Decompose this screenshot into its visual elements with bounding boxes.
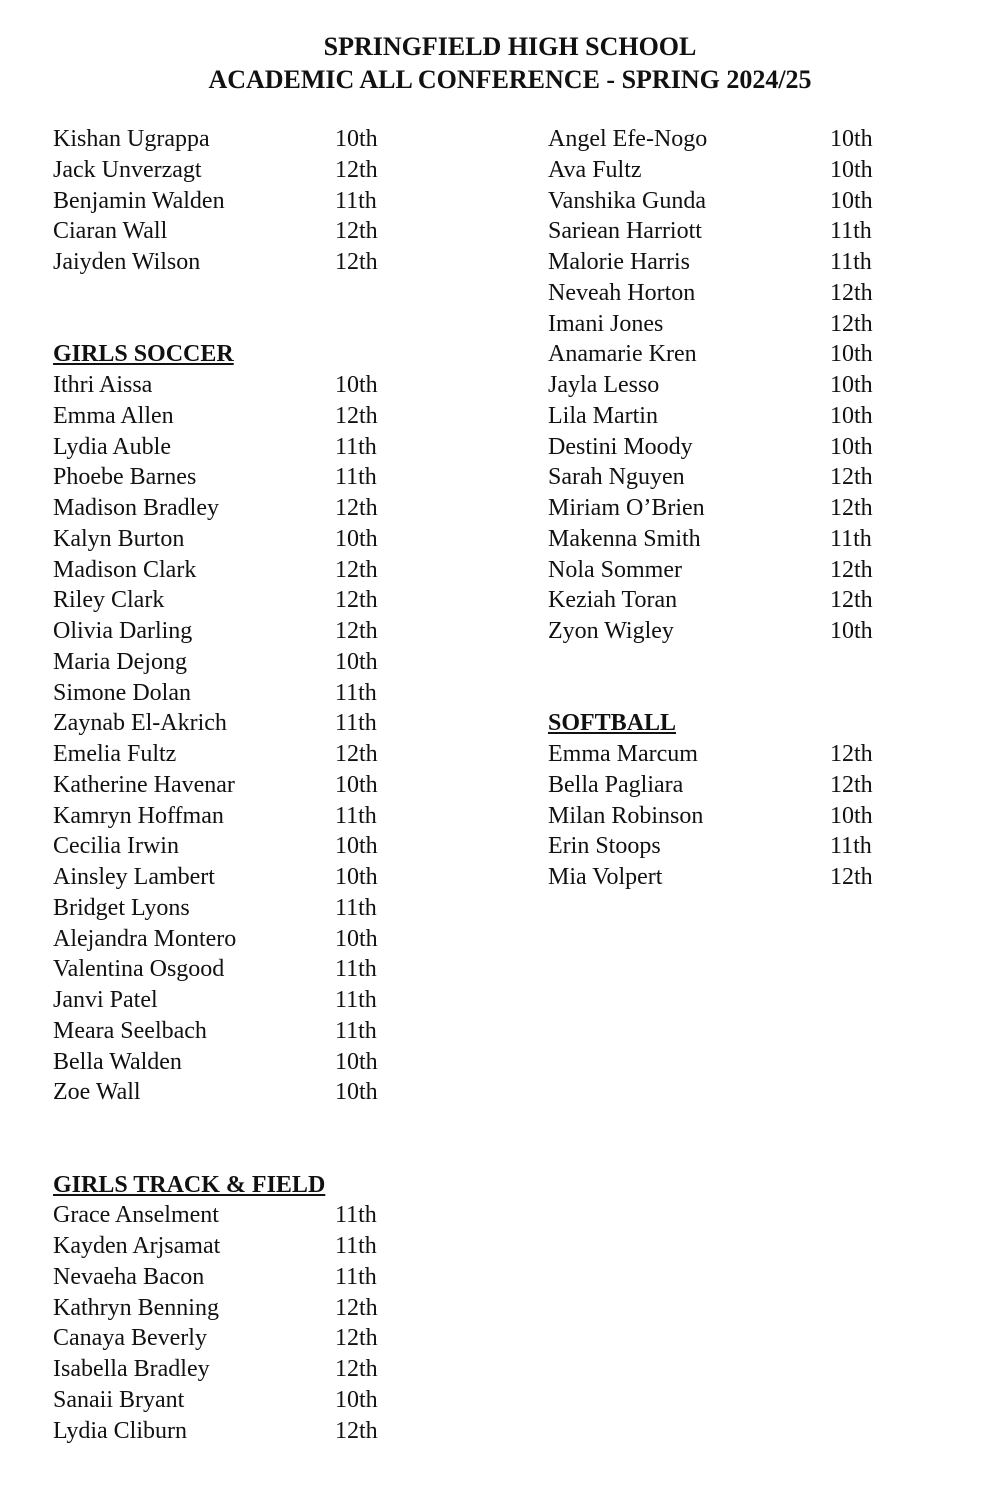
- student-row: [53, 1047, 413, 1078]
- student-name: Milan Robinson: [548, 802, 704, 829]
- student-grade: 12th: [335, 1417, 378, 1444]
- student-name: Jack Unverzagt: [53, 156, 202, 183]
- student-row: [53, 1293, 413, 1324]
- student-grade: 10th: [335, 126, 378, 152]
- student-grade: 11th: [335, 802, 377, 829]
- student-name: Zaynab El-Akrich: [53, 710, 227, 737]
- student-row: [53, 585, 413, 616]
- student-name: Katherine Havenar: [53, 771, 235, 798]
- document-header: [0, 30, 1000, 96]
- section-title-girls-track-field: GIRLS TRACK & FIELD: [53, 1171, 326, 1198]
- student-name: Emelia Fultz: [53, 741, 177, 767]
- student-name: Canaya Beverly: [53, 1325, 207, 1352]
- student-name: Madison Clark: [53, 556, 197, 583]
- student-row: [548, 801, 908, 832]
- student-grade: 12th: [335, 556, 378, 583]
- student-name: Meara Seelbach: [53, 1017, 207, 1044]
- student-grade: 10th: [335, 864, 378, 890]
- student-name: Sanaii Bryant: [53, 1386, 185, 1413]
- student-row: [53, 1262, 413, 1293]
- student-name: Sariean Harriott: [548, 218, 702, 245]
- student-name: Kalyn Burton: [53, 525, 185, 552]
- girls-track-field-list: [53, 1200, 413, 1446]
- student-row: [53, 1323, 413, 1354]
- student-grade: 12th: [830, 279, 873, 306]
- student-grade: 11th: [335, 433, 377, 460]
- student-row: [548, 124, 908, 155]
- student-name: Mia Volpert: [548, 864, 663, 890]
- student-row: [548, 524, 908, 555]
- student-name: Kayden Arjsamat: [53, 1233, 221, 1259]
- student-name: Jaiyden Wilson: [53, 249, 201, 275]
- student-name: Emma Allen: [53, 402, 174, 429]
- student-name: Ava Fultz: [548, 156, 642, 183]
- student-grade: 12th: [335, 495, 378, 521]
- student-row: [53, 1385, 413, 1416]
- student-name: Jayla Lesso: [548, 372, 660, 398]
- student-grade: 12th: [335, 741, 378, 767]
- student-grade: 12th: [335, 402, 378, 429]
- student-grade: 10th: [830, 126, 873, 152]
- student-row: [53, 954, 413, 985]
- student-grade: 12th: [335, 156, 378, 183]
- student-grade: 11th: [830, 833, 872, 860]
- student-row: [548, 739, 908, 770]
- student-grade: 10th: [830, 433, 873, 460]
- student-row: [548, 862, 908, 893]
- student-row: [53, 186, 413, 217]
- student-grade: 11th: [335, 1233, 377, 1259]
- student-name: Destini Moody: [548, 433, 693, 460]
- student-row: [53, 862, 413, 893]
- student-row: [548, 216, 908, 247]
- student-row: [548, 770, 908, 801]
- student-row: [53, 1231, 413, 1262]
- student-row: [548, 370, 908, 401]
- student-grade: 12th: [335, 1325, 378, 1352]
- left-column: [53, 124, 413, 1446]
- student-name: Neveah Horton: [548, 279, 696, 306]
- student-name: Simone Dolan: [53, 679, 191, 706]
- student-name: Riley Clark: [53, 587, 165, 614]
- student-grade: 10th: [335, 1048, 378, 1075]
- student-row: [53, 1416, 413, 1447]
- student-grade: 10th: [830, 402, 873, 429]
- student-row: [548, 616, 908, 647]
- student-row: [53, 462, 413, 493]
- student-grade: 11th: [335, 1263, 377, 1290]
- student-grade: 10th: [335, 372, 378, 398]
- student-row: [548, 585, 908, 616]
- student-grade: 10th: [335, 525, 378, 552]
- student-grade: 10th: [830, 618, 873, 644]
- student-grade: 10th: [335, 648, 378, 675]
- student-name: Grace Anselment: [53, 1202, 219, 1229]
- student-grade: 10th: [335, 1386, 378, 1413]
- student-grade: 12th: [830, 495, 873, 521]
- student-row: [53, 739, 413, 770]
- student-grade: 11th: [335, 1202, 377, 1229]
- student-grade: 12th: [830, 741, 873, 767]
- student-name: Olivia Darling: [53, 618, 193, 644]
- student-grade: 12th: [335, 618, 378, 644]
- student-grade: 12th: [335, 1356, 378, 1382]
- student-row: [53, 770, 413, 801]
- student-name: Nola Sommer: [548, 556, 682, 583]
- student-grade: 11th: [830, 525, 872, 552]
- student-row: [53, 524, 413, 555]
- student-row: [548, 462, 908, 493]
- student-row: [53, 831, 413, 862]
- student-name: Janvi Patel: [53, 987, 158, 1013]
- student-grade: 12th: [335, 249, 378, 275]
- student-row: [53, 1016, 413, 1047]
- student-row: [548, 493, 908, 524]
- student-grade: 10th: [335, 771, 378, 798]
- continued-list-right: [548, 124, 908, 647]
- continued-list: [53, 124, 413, 278]
- student-name: Keziah Toran: [548, 587, 678, 614]
- student-row: [53, 801, 413, 832]
- student-grade: 12th: [335, 218, 378, 245]
- student-name: Ainsley Lambert: [53, 864, 215, 890]
- student-grade: 12th: [830, 464, 873, 491]
- student-name: Miriam O’Brien: [548, 495, 705, 521]
- student-grade: 10th: [335, 925, 378, 952]
- student-row: [53, 1077, 413, 1108]
- student-name: Imani Jones: [548, 310, 664, 337]
- student-name: Kamryn Hoffman: [53, 802, 224, 829]
- student-name: Cecilia Irwin: [53, 833, 179, 860]
- section-title-softball: SOFTBALL: [548, 710, 677, 737]
- student-name: Bella Pagliara: [548, 771, 684, 798]
- student-grade: 11th: [830, 218, 872, 245]
- student-name: Sarah Nguyen: [548, 464, 685, 491]
- student-name: Angel Efe-Nogo: [548, 126, 708, 152]
- student-name: Ciaran Wall: [53, 218, 168, 245]
- student-grade: 11th: [335, 679, 377, 706]
- student-row: [548, 831, 908, 862]
- student-grade: 11th: [335, 956, 377, 983]
- section-title-girls-soccer: GIRLS SOCCER: [53, 341, 234, 368]
- student-row: [53, 985, 413, 1016]
- student-row: [53, 370, 413, 401]
- school-name: SPRINGFIELD HIGH SCHOOL: [323, 32, 697, 61]
- student-grade: 11th: [335, 987, 377, 1013]
- student-grade: 11th: [335, 710, 377, 737]
- student-name: Erin Stoops: [548, 833, 661, 860]
- student-row: [548, 401, 908, 432]
- student-name: Madison Bradley: [53, 495, 219, 521]
- student-name: Benjamin Walden: [53, 187, 225, 214]
- student-row: [53, 432, 413, 463]
- student-grade: 12th: [830, 310, 873, 337]
- student-grade: 12th: [335, 1294, 378, 1321]
- student-grade: 10th: [830, 187, 873, 214]
- right-column: [548, 124, 908, 893]
- student-grade: 10th: [335, 1079, 378, 1106]
- student-row: [53, 493, 413, 524]
- student-name: Zyon Wigley: [548, 618, 674, 644]
- softball-list: [548, 739, 908, 893]
- student-row: [548, 555, 908, 586]
- student-name: Lydia Cliburn: [53, 1417, 187, 1444]
- student-row: [548, 309, 908, 340]
- student-grade: 11th: [335, 187, 377, 214]
- student-name: Maria Dejong: [53, 648, 187, 675]
- student-name: Ithri Aissa: [53, 372, 153, 398]
- student-grade: 10th: [830, 341, 873, 368]
- student-row: [548, 247, 908, 278]
- student-name: Kathryn Benning: [53, 1294, 219, 1321]
- student-row: [53, 924, 413, 955]
- student-row: [53, 678, 413, 709]
- document-title: ACADEMIC ALL CONFERENCE - SPRING 2024/25: [208, 65, 812, 94]
- student-name: Lila Martin: [548, 402, 658, 429]
- student-grade: 11th: [830, 249, 872, 275]
- student-name: Isabella Bradley: [53, 1356, 210, 1382]
- student-name: Alejandra Montero: [53, 925, 237, 952]
- student-grade: 11th: [335, 1017, 377, 1044]
- student-name: Anamarie Kren: [548, 341, 697, 368]
- student-grade: 12th: [830, 771, 873, 798]
- student-grade: 11th: [335, 464, 377, 491]
- student-row: [548, 155, 908, 186]
- student-row: [53, 247, 413, 278]
- student-row: [53, 616, 413, 647]
- student-name: Makenna Smith: [548, 525, 701, 552]
- student-row: [53, 893, 413, 924]
- student-row: [53, 647, 413, 678]
- student-name: Zoe Wall: [53, 1079, 141, 1106]
- student-name: Vanshika Gunda: [548, 187, 706, 214]
- student-row: [53, 1354, 413, 1385]
- student-grade: 10th: [830, 372, 873, 398]
- student-row: [548, 278, 908, 309]
- student-row: [53, 401, 413, 432]
- student-row: [53, 155, 413, 186]
- student-grade: 10th: [335, 833, 378, 860]
- student-name: Bella Walden: [53, 1048, 182, 1075]
- student-row: [53, 124, 413, 155]
- student-name: Emma Marcum: [548, 741, 698, 767]
- student-name: Phoebe Barnes: [53, 464, 197, 491]
- student-row: [53, 555, 413, 586]
- student-name: Bridget Lyons: [53, 894, 190, 921]
- student-name: Kishan Ugrappa: [53, 126, 210, 152]
- girls-soccer-list: [53, 370, 413, 1108]
- student-name: Lydia Auble: [53, 433, 171, 460]
- student-row: [53, 216, 413, 247]
- student-grade: 11th: [335, 894, 377, 921]
- student-name: Malorie Harris: [548, 249, 690, 275]
- student-row: [548, 432, 908, 463]
- student-grade: 12th: [830, 556, 873, 583]
- student-name: Valentina Osgood: [53, 956, 225, 983]
- student-grade: 12th: [830, 864, 873, 890]
- student-grade: 10th: [830, 156, 873, 183]
- student-row: [548, 186, 908, 217]
- student-grade: 10th: [830, 802, 873, 829]
- student-name: Nevaeha Bacon: [53, 1263, 205, 1290]
- student-grade: 12th: [335, 587, 378, 614]
- student-row: [548, 339, 908, 370]
- student-row: [53, 708, 413, 739]
- student-row: [53, 1200, 413, 1231]
- student-grade: 12th: [830, 587, 873, 614]
